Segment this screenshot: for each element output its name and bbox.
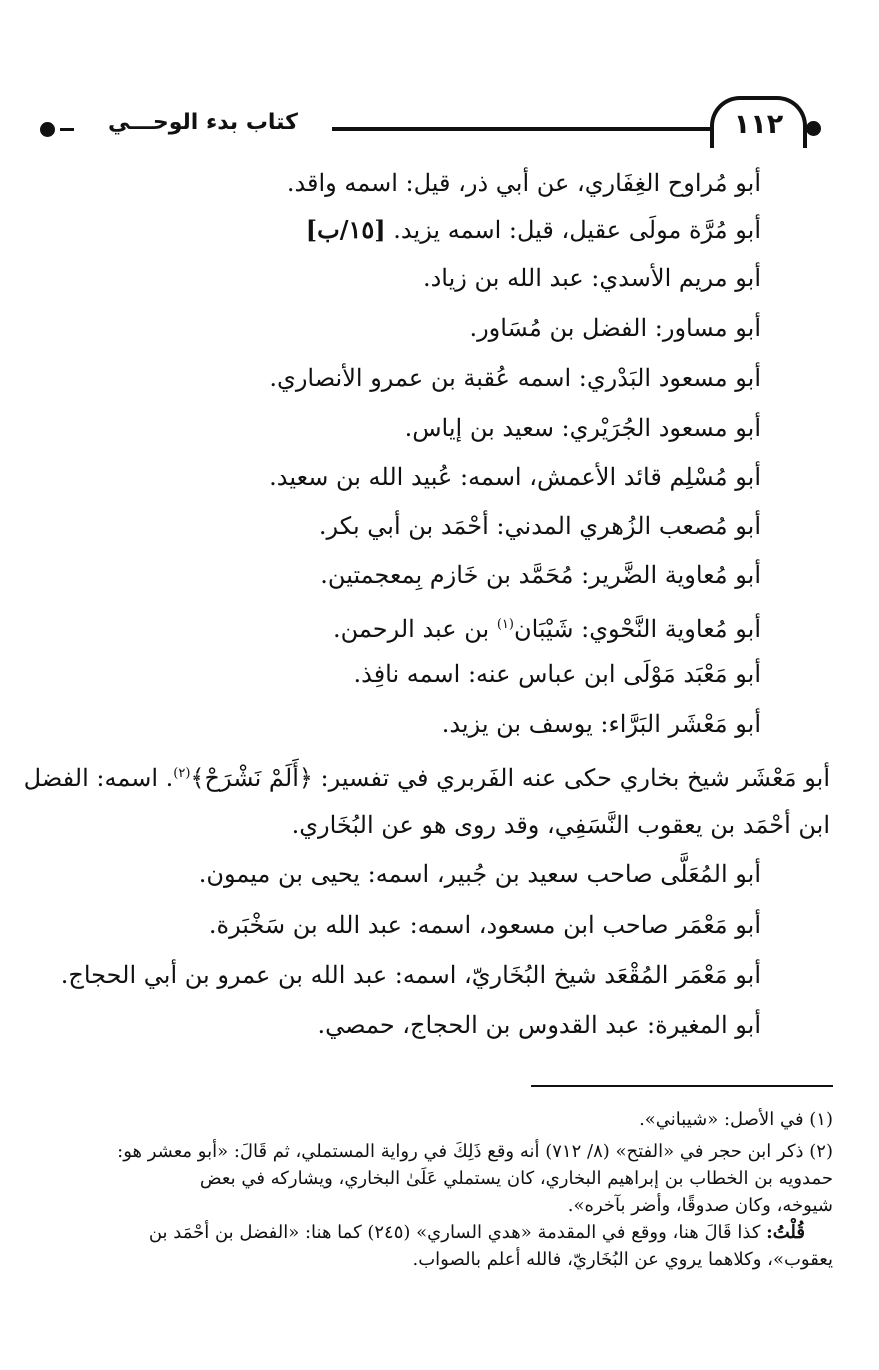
text-line: أبو مُعاوية النَّحْوي: شَيْبَان$^{(١)}$ بن عبد الرحمن. xyxy=(333,615,761,643)
text-line: أبو مَعْمَر صاحب ابن مسعود، اسمه: عبد الله بن سَخْبَرة. xyxy=(208,911,761,939)
footnote-marker: (١) xyxy=(496,617,514,632)
text-line: أبو مسعود البَدْري: اسمه عُقبة بن عمرو الأنصاري. xyxy=(269,364,761,392)
text-line: أبو مُصعب الزُهري المدني: أحْمَد بن أبي بكر. xyxy=(318,512,761,540)
header-ornament-dot-right xyxy=(806,121,821,136)
text-line: أبو مَعْبَد مَوْلَى ابن عباس عنه: اسمه نافِذ. xyxy=(353,660,761,688)
text-line: أبو مُراوح الغِفَاري، عن أبي ذر، قيل: اسمه واقد. xyxy=(286,169,761,197)
page-number: ١١٢ xyxy=(710,96,807,148)
footnote-line: (٢) ذكر ابن حجر في «الفتح» (٨/ ٧١٢) أنه وقع ذَلِكَ في رواية المستملي، ثم قَالَ: «أبو معشر هو: xyxy=(117,1141,833,1162)
footnote-line: يعقوب»، وكلاهما يروي عن البُخَاريّ، فالله أعلم بالصواب. xyxy=(412,1249,833,1270)
text-line: ابن أحْمَد بن يعقوب النَّسَفِي، وقد روى هو عن البُخَاري. xyxy=(291,811,830,839)
footnote-line: قُلْتُ: كذا قَالَ هنا، ووقع في المقدمة «هدي الساري» (٢٤٥) كما هنا: «الفضل بن أحْمَد بن xyxy=(148,1222,805,1243)
footnote-separator xyxy=(531,1085,833,1087)
text-line: أبو المغيرة: عبد القدوس بن الحجاج، حمصي. xyxy=(317,1011,761,1039)
text-line: أبو مُسْلِم قائد الأعمش، اسمه: عُبيد الله بن سعيد. xyxy=(269,463,761,491)
text-line: أبو مساور: الفضل بن مُسَاور. xyxy=(469,314,761,342)
text-line: أبو مُعاوية الضَّرير: مُحَمَّد بن خَازم بِمعجمتين. xyxy=(320,561,761,589)
header-rule xyxy=(332,127,710,131)
text-line: أبو مُرَّة مولَى عقيل، قيل: اسمه يزيد. [١٥/ب] xyxy=(305,215,761,244)
footnote-line: حمدويه بن الخطاب بن إبراهيم البخاري، كان يستملي عَلَىٰ البخاري، ويشاركه في بعض xyxy=(199,1168,833,1189)
footnote-line: (١) في الأصل: «شيباني». xyxy=(639,1109,833,1130)
running-title: كتاب بدء الوحـــي xyxy=(108,110,298,135)
text-line: أبو مسعود الجُرَيْري: سعيد بن إياس. xyxy=(404,414,761,442)
text-line: أبو مَعْمَر المُقْعَد شيخ البُخَاريّ، اسمه: عبد الله بن عمرو بن أبي الحجاج. xyxy=(60,961,761,989)
text-line: أبو المُعَلَّى صاحب سعيد بن جُبير، اسمه: يحيى بن ميمون. xyxy=(198,860,761,888)
footnote-marker: (٢) xyxy=(173,766,191,781)
text-line: أبو مَعْشَر شيخ بخاري حكى عنه الفَربري في تفسير: ﴿أَلَمْ نَشْرَحْ﴾$^{(٢)}$. اسمه: الفضل xyxy=(23,764,830,792)
manuscript-folio-marker: [١٥/ب] xyxy=(305,215,386,244)
text-line: أبو مَعْشَر البَرَّاء: يوسف بن يزيد. xyxy=(441,710,761,738)
header-ornament-dot-left xyxy=(40,122,55,137)
note-label: قُلْتُ: xyxy=(766,1222,805,1243)
footnote-line: شيوخه، وكان صدوقًا، وأضر بآخره». xyxy=(567,1195,833,1216)
header-ornament-tick xyxy=(60,128,74,131)
text-line: أبو مريم الأسدي: عبد الله بن زياد. xyxy=(422,264,761,292)
